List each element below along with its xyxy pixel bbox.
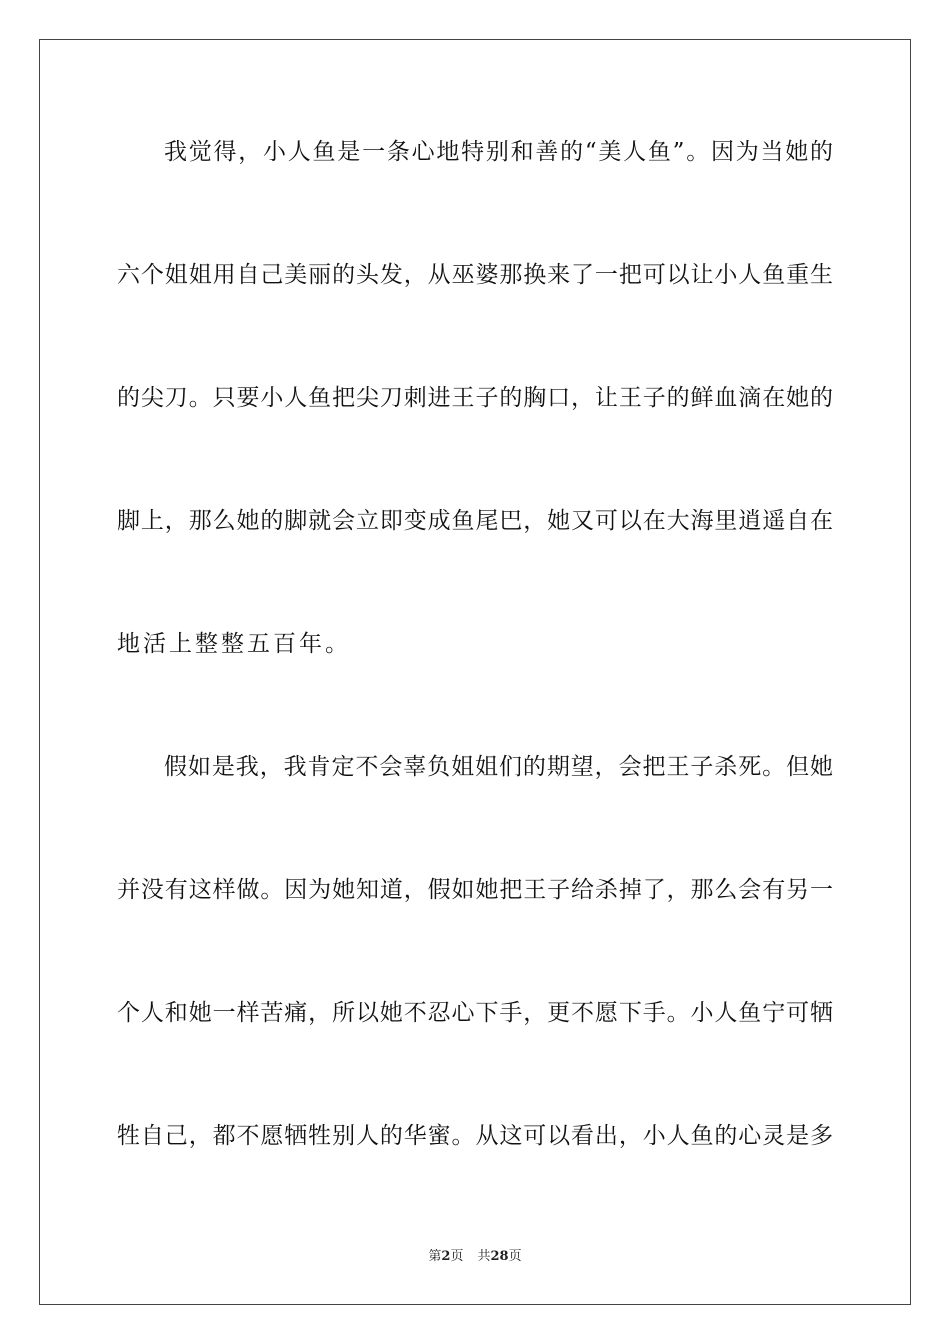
page-prefix: 第 (428, 1249, 442, 1264)
total-suffix: 页 (508, 1249, 522, 1264)
paragraph-1-line-3: 的尖刀。只要小人鱼把尖刀刺进王子的胸口，让王子的鲜血滴在她的 (117, 385, 833, 411)
paragraph-2-line-2: 并没有这样做。因为她知道，假如她把王子给杀掉了，那么会有另一 (117, 877, 833, 903)
paragraph-2-line-4: 牲自己，都不愿牺牲别人的华蜜。从这可以看出，小人鱼的心灵是多 (117, 1123, 833, 1149)
paragraph-1-line-1: 我觉得，小人鱼是一条心地特别和善的“美人鱼”。因为当她的 (164, 139, 833, 165)
paragraph-2-line-1: 假如是我，我肯定不会辜负姐姐们的期望，会把王子杀死。但她 (164, 754, 833, 780)
total-prefix: 共 (477, 1249, 491, 1264)
total-pages: 28 (490, 1249, 509, 1264)
page-footer (0, 1248, 950, 1266)
page-number: 2 (441, 1249, 451, 1264)
paragraph-1-line-2: 六个姐姐用自己美丽的头发，从巫婆那换来了一把可以让小人鱼重生 (117, 262, 833, 288)
paragraph-1-line-4: 脚上，那么她的脚就会立即变成鱼尾巴，她又可以在大海里逍遥自在 (117, 508, 833, 534)
page-suffix: 页 (450, 1249, 464, 1264)
page-border (39, 39, 911, 1305)
paragraph-2-line-3: 个人和她一样苦痛，所以她不忍心下手，更不愿下手。小人鱼宁可牺 (117, 1000, 833, 1026)
paragraph-1-line-5: 地活上整整五百年。 (117, 631, 351, 657)
